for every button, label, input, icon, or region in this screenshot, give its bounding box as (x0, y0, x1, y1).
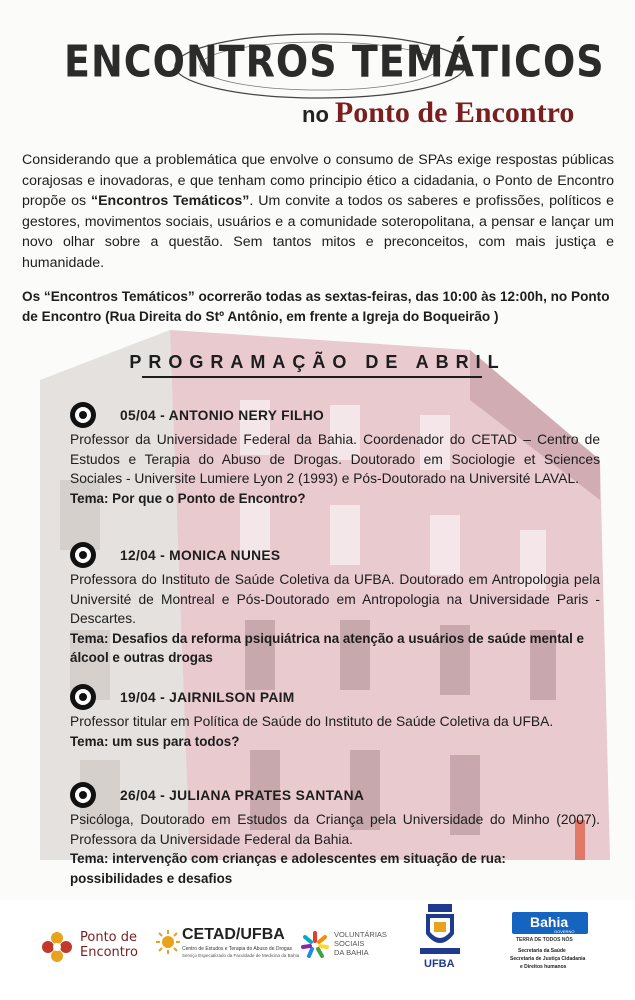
event-theme: Tema: um sus para todos? (70, 733, 240, 749)
event-date-speaker: 26/04 - JULIANA PRATES SANTANA (120, 787, 365, 803)
cetad-sub1: Centro de Estudos e Terapia do Abuso de Drogas (182, 946, 292, 952)
bahia-sec1: Secretaria da Saúde (518, 948, 566, 954)
bahia-tagline: TERRA DE TODOS NÓS (516, 937, 573, 943)
bahia-name: Bahia (530, 914, 569, 930)
vol-line3: DA BAHIA (334, 948, 369, 957)
target-icon (70, 782, 96, 808)
intro-part2: . Um convite a todos os saberes e profissões, políticos e gestores, movimentos sociais, usuários e a comunidade soteropolitana, a pensar e lançar um novo olhar sobre a questão. Sem tantos mitos e preconceitos, com mais justiça e humanidade. (22, 193, 614, 271)
sun-icon (156, 930, 180, 954)
vol-line1: VOLUNTÁRIAS (334, 930, 387, 939)
event-description: Professora do Instituto de Saúde Coletiva da UFBA. Doutorado em Antropologia pela Université de Montreal e Pós-Doutorado em Antropologia na Universidade Paris - Descartes. (70, 572, 600, 626)
star-burst-icon (300, 930, 330, 960)
subtitle-ponto: Ponto de Encontro (334, 96, 575, 129)
ufba-label: UFBA (424, 958, 455, 970)
event-description: Psicóloga, Doutorado em Estudos da Criança pela Universidade do Minho (2007). Professora da Universidade Federal da Bahia. (70, 812, 600, 847)
cetad-sub2: Serviço Especializado da Faculdade de Medicina da Bahia (182, 953, 300, 958)
program-title-underline (142, 376, 482, 378)
event-date-speaker: 12/04 - MONICA NUNES (120, 547, 281, 563)
event-item (70, 780, 600, 888)
intro-highlight: “Encontros Temáticos” (91, 193, 250, 209)
ponto-line2: Encontro (80, 945, 138, 960)
bahia-sec2: Secretaria de Justiça Cidadania (510, 956, 586, 962)
intro-part1: Considerando que a problemática que envolve o consumo de SPAs exige respostas públicas corajosas e inovadoras, e que tenham como principio ético a cidadania, o Ponto de Encontro propõe os (22, 152, 614, 209)
logo-governo-bahia (510, 912, 600, 988)
event-item (70, 682, 600, 751)
logo-cetad-ufba (156, 924, 300, 968)
logo-ufba (420, 904, 460, 974)
event-date-speaker: 19/04 - JAIRNILSON PAIM (120, 689, 295, 705)
event-date-speaker: 05/04 - ANTONIO NERY FILHO (120, 407, 325, 423)
intro-paragraph (22, 150, 614, 273)
logo-ponto-de-encontro (40, 926, 140, 966)
logo-voluntarias-sociais (300, 928, 400, 964)
event-description: Professor titular em Política de Saúde do Instituto de Saúde Coletiva da UFBA. (70, 714, 554, 729)
vol-line2: SOCIAIS (334, 939, 365, 948)
ponto-line1: Ponto de (80, 930, 138, 945)
event-theme: Tema: Por que o Ponto de Encontro? (70, 490, 306, 506)
ufba-crest-icon (420, 904, 460, 956)
event-theme: Tema: intervenção com crianças e adolescentes em situação de rua: possibilidades e desafios (70, 851, 506, 886)
header (0, 0, 635, 140)
target-icon (70, 542, 96, 568)
event-item (70, 400, 600, 508)
bahia-sec3: e Direitos humanos (520, 964, 567, 970)
target-icon (70, 402, 96, 428)
page-subtitle (302, 96, 574, 130)
program-title: PROGRAMAÇÃO DE ABRIL (129, 352, 506, 372)
page-title: ENCONTROS TEMÁTICOS (64, 36, 605, 87)
subtitle-no: no (302, 102, 329, 127)
sponsor-footer (0, 900, 635, 1000)
schedule-info: Os “Encontros Temáticos” ocorrerão todas as sextas-feiras, das 10:00 às 12:00h, no Ponto de Encontro (Rua Direita do Stº Antônio, em frente a Igreja do Boqueirão ) (22, 289, 610, 324)
cetad-name: CETAD/UFBA (182, 926, 285, 943)
event-item (70, 540, 600, 668)
bahia-gov: GOVERNO (554, 929, 575, 934)
flower-icon (40, 930, 74, 964)
event-description: Professor da Universidade Federal da Bahia. Coordenador do CETAD – Centro de Estudos e Terapia do Abuso de Drogas. Doutorado em Sociologie et Sciences Sociales - Universite Lumiere Lyon 2 (1993) e Pós-Doutorado na Université LAVAL. (70, 432, 600, 486)
event-theme: Tema: Desafios da reforma psiquiátrica na atenção a usuários de saúde mental e álcool e outras drogas (70, 630, 584, 665)
target-icon (70, 684, 96, 710)
